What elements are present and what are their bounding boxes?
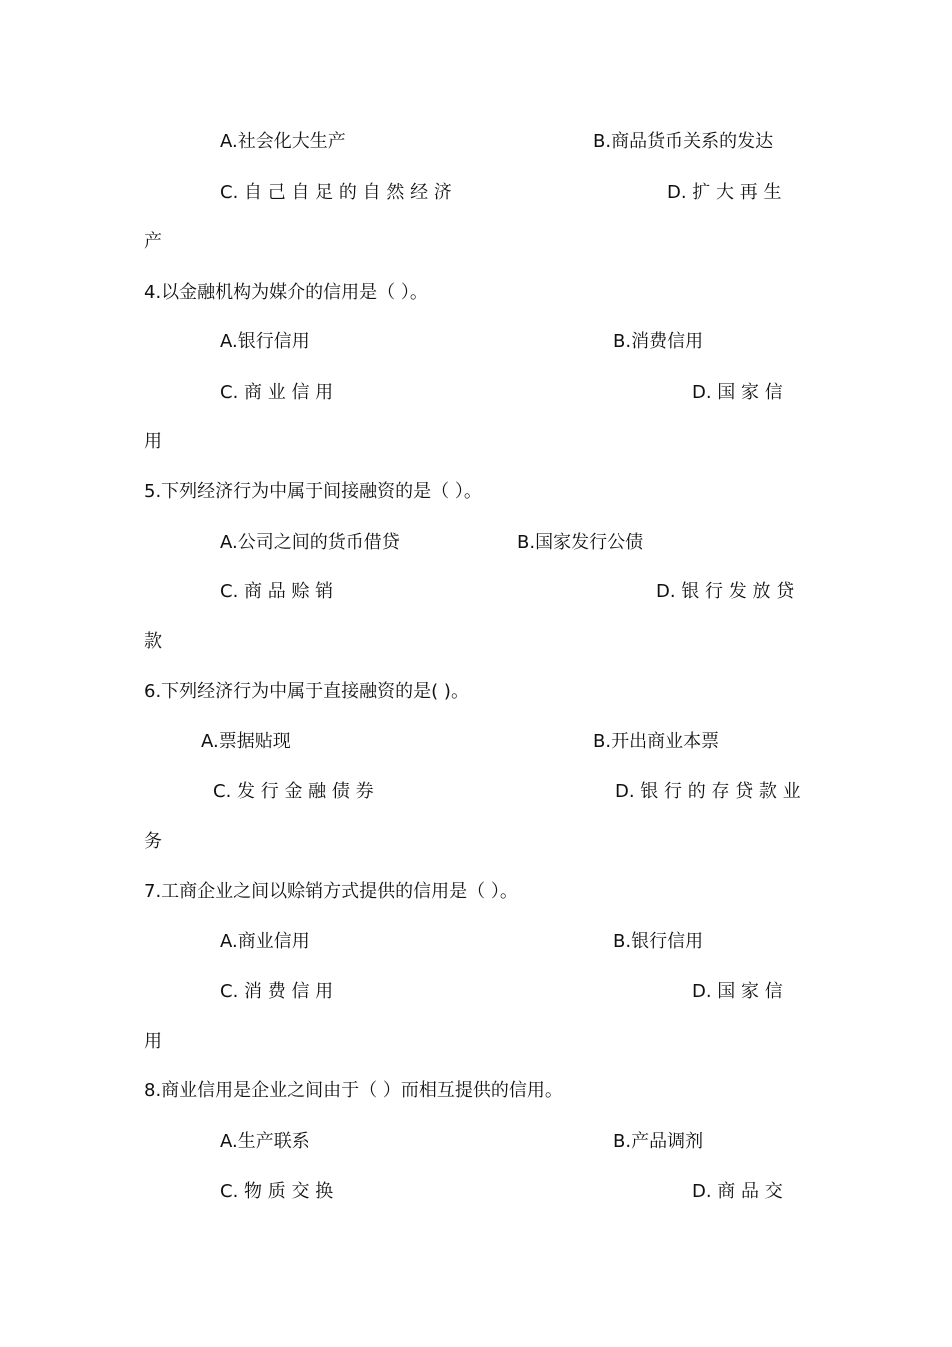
q6-option-d-wrap: 务 <box>144 831 162 852</box>
q8-option-c: C. 物 质 交 换 <box>220 1181 334 1202</box>
q5-option-d-wrap: 款 <box>144 631 162 652</box>
q5-option-b: B.国家发行公债 <box>517 532 644 553</box>
q5-stem: 5.下列经济行为中属于间接融资的是（ ）。 <box>144 481 482 502</box>
q3-option-b: B.商品货币关系的发达 <box>593 131 774 152</box>
q6-option-c: C. 发 行 金 融 债 券 <box>213 781 374 802</box>
q4-option-c: C. 商 业 信 用 <box>220 382 334 403</box>
q6-stem: 6.下列经济行为中属于直接融资的是( )。 <box>144 681 469 702</box>
q4-option-b: B.消费信用 <box>613 331 704 352</box>
q3-option-a: A.社会化大生产 <box>220 131 346 152</box>
q4-stem: 4.以金融机构为媒介的信用是（ ）。 <box>144 282 428 303</box>
q6-option-d: D. 银 行 的 存 贷 款 业 <box>615 781 801 802</box>
q8-stem: 8.商业信用是企业之间由于（ ）而相互提供的信用。 <box>144 1080 563 1101</box>
q7-option-d-wrap: 用 <box>144 1031 162 1052</box>
q6-option-b: B.开出商业本票 <box>593 731 720 752</box>
q7-stem: 7.工商企业之间以赊销方式提供的信用是（ ）。 <box>144 881 518 902</box>
q7-option-c: C. 消 费 信 用 <box>220 981 334 1002</box>
q5-option-c: C. 商 品 赊 销 <box>220 581 334 602</box>
q5-option-d: D. 银 行 发 放 贷 <box>656 581 795 602</box>
q7-option-a: A.商业信用 <box>220 931 310 952</box>
q3-option-c: C. 自 己 自 足 的 自 然 经 济 <box>220 182 452 203</box>
q4-option-d: D. 国 家 信 <box>692 382 783 403</box>
q7-option-b: B.银行信用 <box>613 931 704 952</box>
q6-option-a: A.票据贴现 <box>201 731 291 752</box>
q3-option-d: D. 扩 大 再 生 <box>667 182 782 203</box>
q8-option-d: D. 商 品 交 <box>692 1181 783 1202</box>
q8-option-a: A.生产联系 <box>220 1131 310 1152</box>
q7-option-d: D. 国 家 信 <box>692 981 783 1002</box>
q5-option-a: A.公司之间的货币借贷 <box>220 532 400 553</box>
q4-option-d-wrap: 用 <box>144 431 162 452</box>
q8-option-b: B.产品调剂 <box>613 1131 704 1152</box>
q3-option-d-wrap: 产 <box>144 231 162 252</box>
q4-option-a: A.银行信用 <box>220 331 310 352</box>
